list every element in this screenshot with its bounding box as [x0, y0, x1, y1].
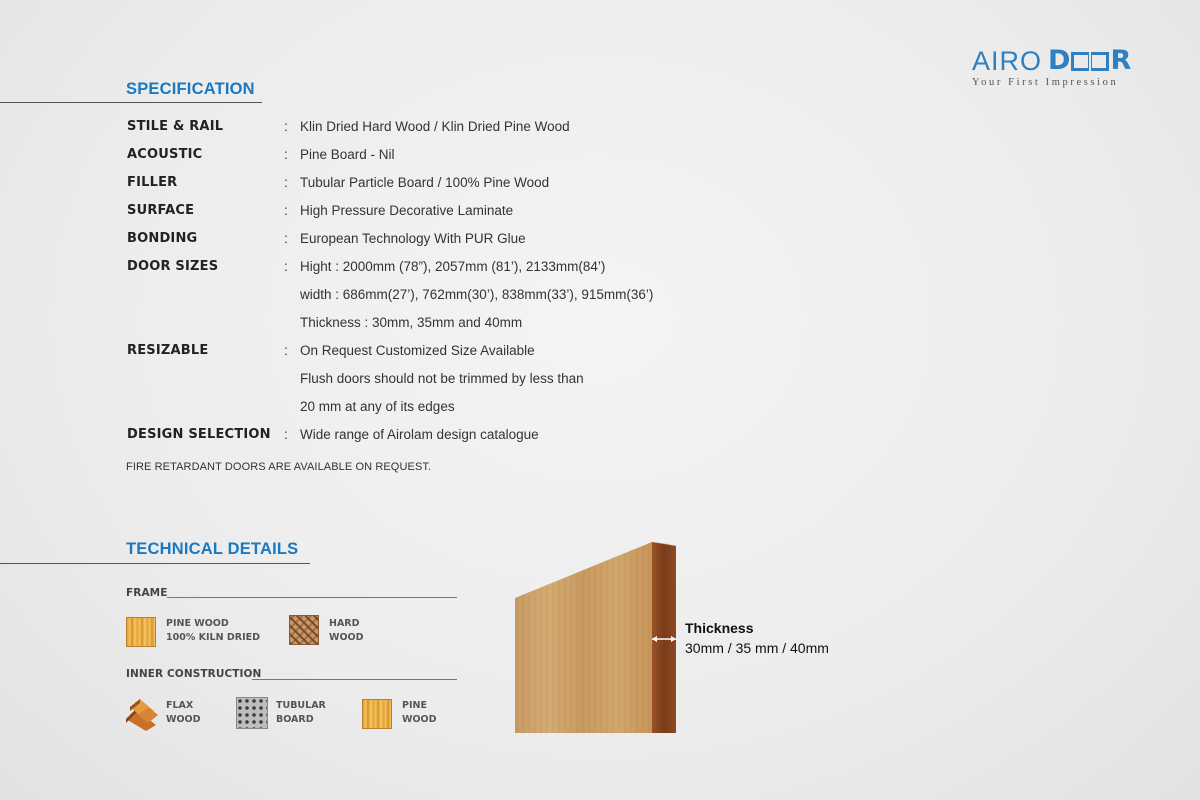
spec-colon: :: [284, 202, 288, 218]
frame-heading: FRAME: [126, 587, 168, 599]
specification-title: SPECIFICATION: [126, 80, 255, 98]
brand-tagline: Your First Impression: [972, 77, 1119, 88]
spec-label: FILLER: [127, 174, 178, 190]
inner-item-tubular-board: TUBULAR BOARD: [276, 700, 326, 725]
spec-label: DOOR SIZES: [127, 258, 219, 274]
frame-item-pine-wood: PINE WOOD 100% KILN DRIED: [166, 618, 260, 643]
spec-label: BONDING: [127, 230, 198, 246]
spec-value: Wide range of Airolam design catalogue: [300, 426, 539, 442]
spec-value: Thickness : 30mm, 35mm and 40mm: [300, 314, 523, 330]
inner-construction-heading: INNER CONSTRUCTION: [126, 668, 262, 680]
inner-item-pine-wood: PINE WOOD: [402, 700, 437, 725]
spec-value: High Pressure Decorative Laminate: [300, 202, 514, 218]
thickness-value: 30mm / 35 mm / 40mm: [685, 640, 829, 656]
spec-label: DESIGN SELECTION: [127, 426, 271, 442]
spec-colon: :: [284, 342, 288, 358]
spec-colon: :: [284, 426, 288, 442]
spec-value: European Technology With PUR Glue: [300, 230, 526, 246]
spec-value: Tubular Particle Board / 100% Pine Wood: [300, 174, 550, 190]
spec-value: Pine Board - Nil: [300, 146, 395, 162]
door-panel-grain: [515, 542, 652, 733]
frame-item-hard-wood: HARD WOOD: [329, 618, 364, 643]
spec-colon: :: [284, 230, 288, 246]
spec-value: Klin Dried Hard Wood / Klin Dried Pine Wood: [300, 118, 570, 134]
inner-item-flax-wood: FLAX WOOD: [166, 700, 201, 725]
spec-value: 20 mm at any of its edges: [300, 398, 455, 414]
spec-colon: :: [284, 258, 288, 274]
spec-colon: :: [284, 146, 288, 162]
spec-colon: :: [284, 174, 288, 190]
technical-details-title: TECHNICAL DETAILS: [126, 540, 299, 558]
brand-name-door: D R: [1048, 45, 1132, 76]
brand-name-airo: AIRO: [972, 46, 1043, 76]
spec-label: STILE & RAIL: [127, 118, 224, 134]
thickness-label: Thickness: [685, 620, 754, 636]
spec-value: width : 686mm(27’), 762mm(30’), 838mm(33’), 915mm(36’): [300, 286, 654, 302]
spec-value: Hight : 2000mm (78”), 2057mm (81’), 2133mm(84’): [300, 258, 606, 274]
spec-value: On Request Customized Size Available: [300, 342, 535, 358]
spec-label: RESIZABLE: [127, 342, 209, 358]
spec-label: ACOUSTIC: [127, 146, 203, 162]
spec-value: Flush doors should not be trimmed by less than: [300, 370, 584, 386]
fire-retardant-note: FIRE RETARDANT DOORS ARE AVAILABLE ON REQUEST.: [126, 461, 432, 473]
spec-colon: :: [284, 118, 288, 134]
spec-label: SURFACE: [127, 202, 195, 218]
